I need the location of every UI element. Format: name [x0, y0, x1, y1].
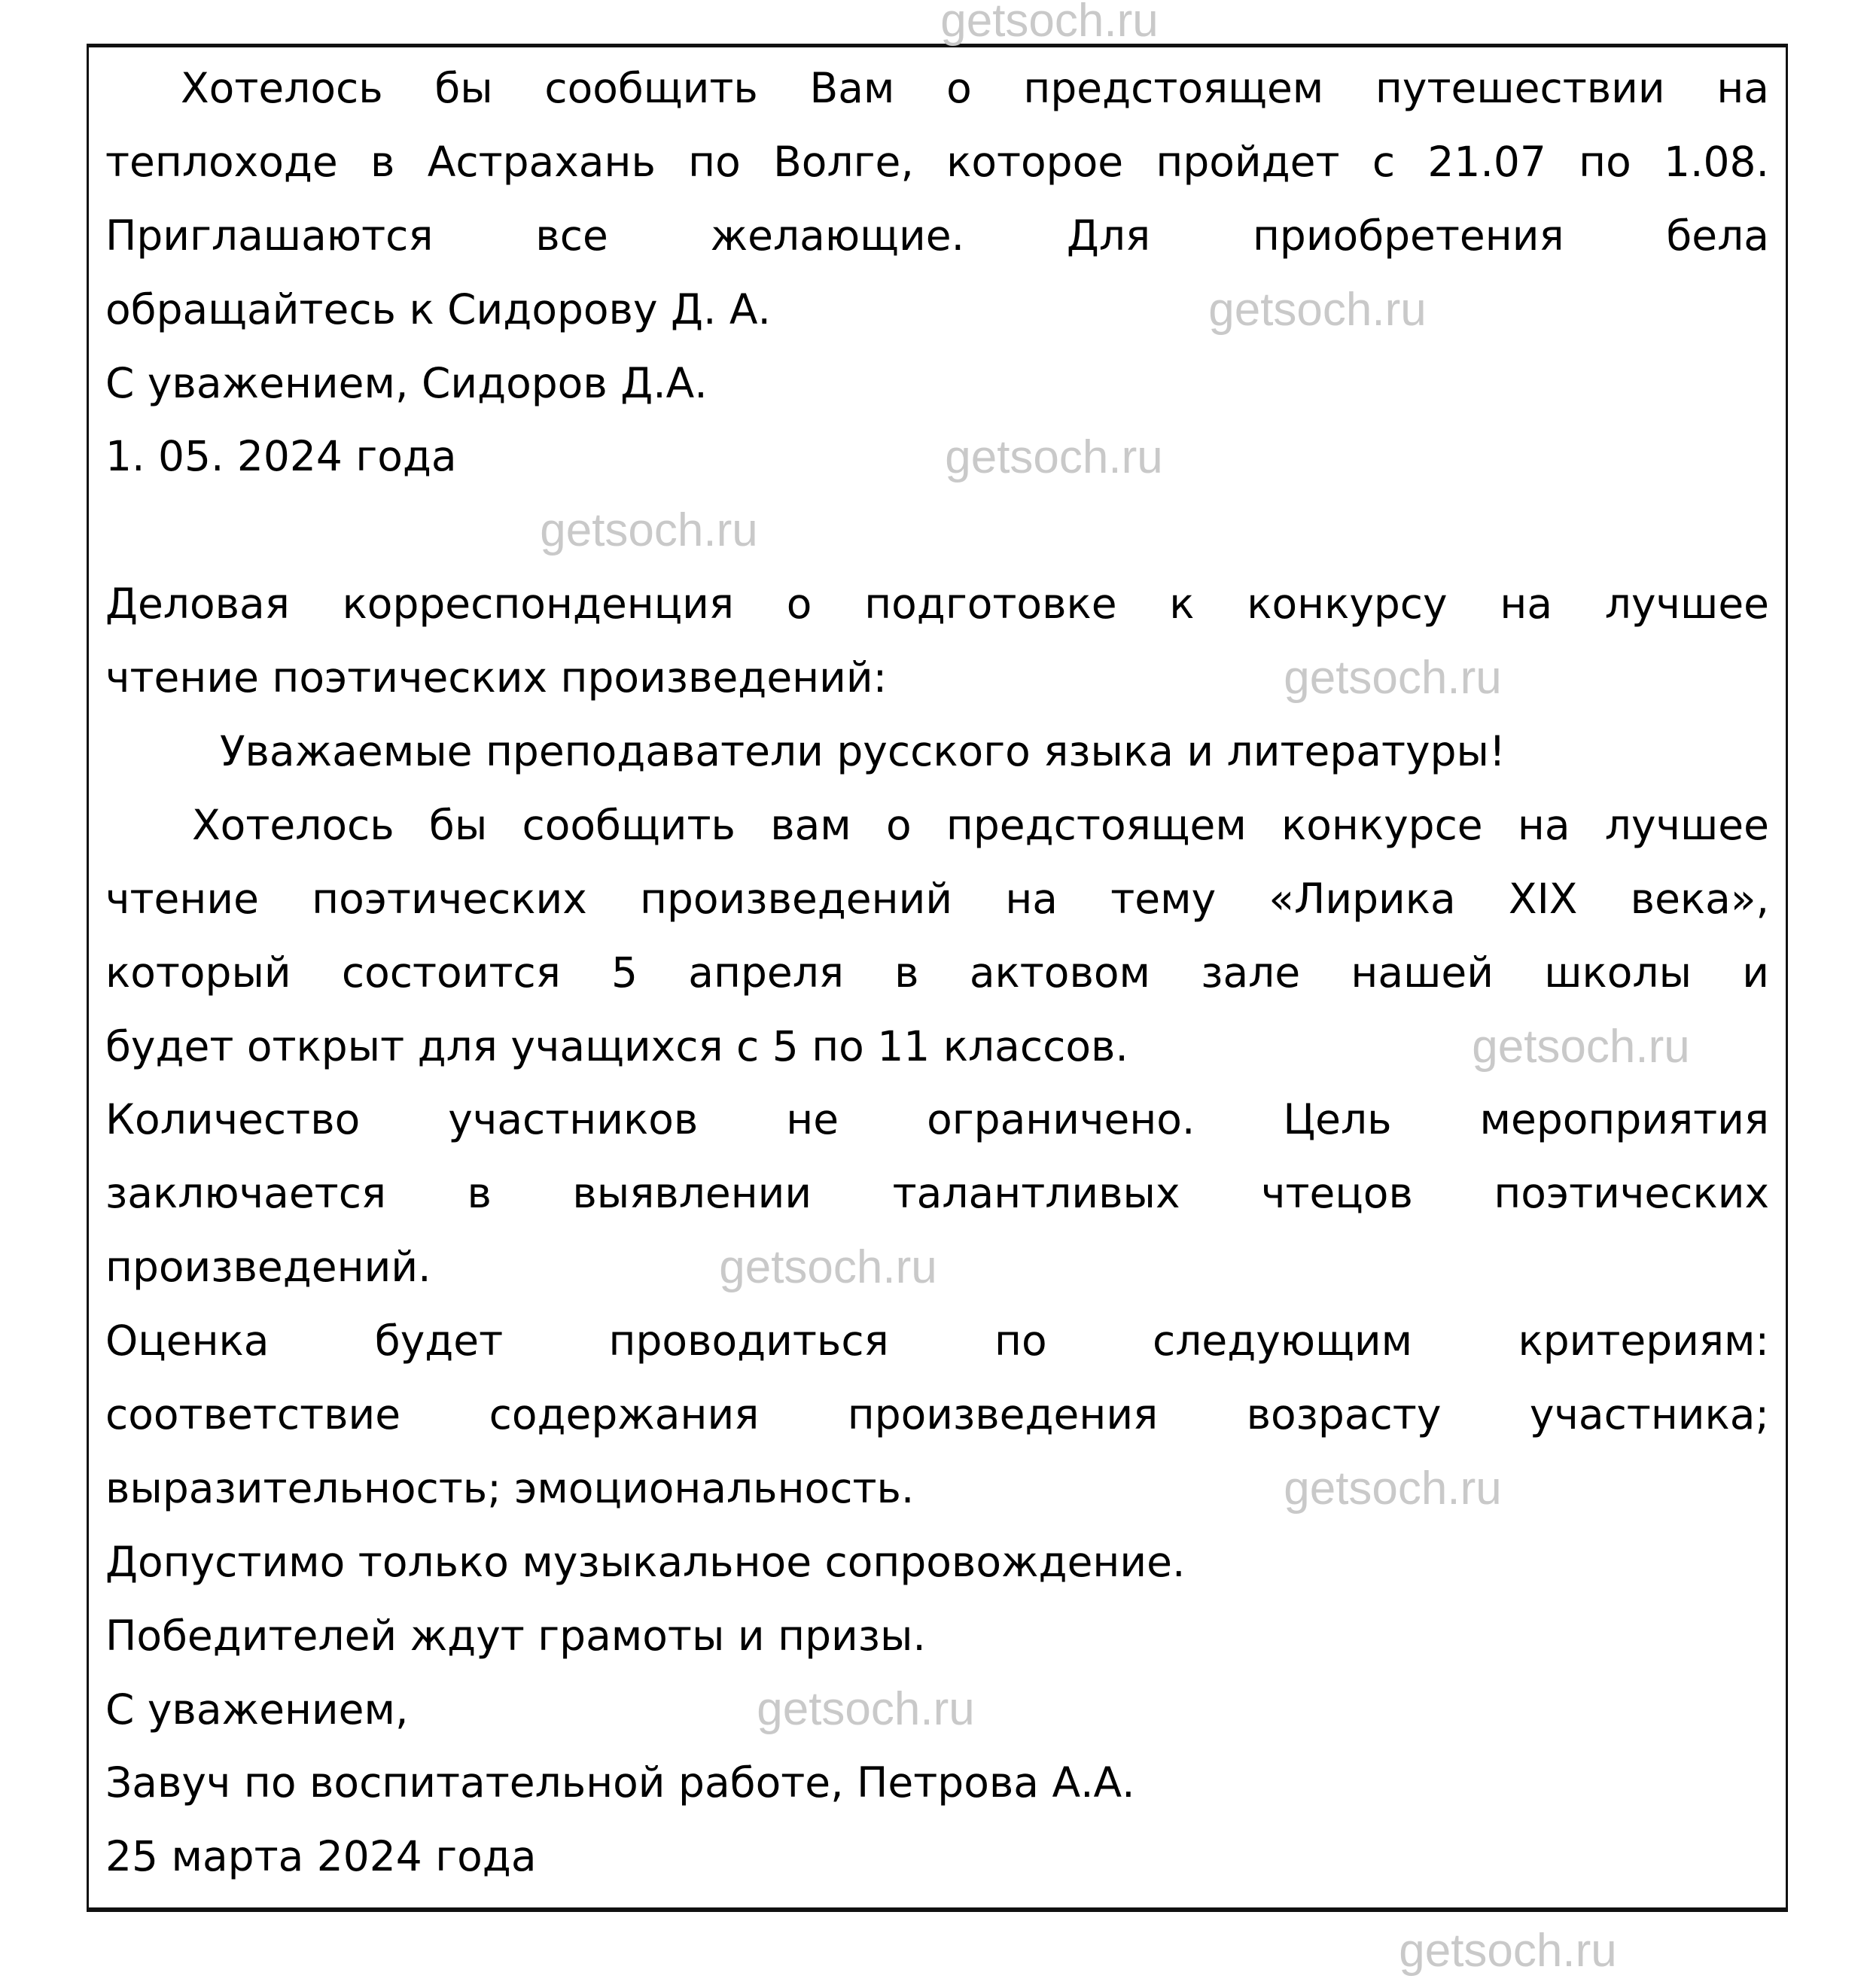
heading-line: Деловая корреспонденция о подготовке к конкурсу на лучшее [105, 580, 1769, 629]
document-text [105, 52, 1769, 1894]
signature-line: С уважением, Сидоров Д.А. [105, 358, 708, 407]
watermark: getsoch.ru [719, 1241, 937, 1293]
watermark: getsoch.ru [540, 504, 758, 556]
watermark: getsoch.ru [945, 431, 1163, 483]
watermark: getsoch.ru [1208, 284, 1427, 336]
text-line: Победителей ждут грамоты и призы. [105, 1611, 926, 1660]
salutation-line: Уважаемые преподаватели русского языка и литературы! [220, 727, 1506, 776]
watermark: getsoch.ru [1284, 1463, 1502, 1515]
signature-line: Завуч по воспитательной работе, Петрова А.А. [105, 1758, 1135, 1807]
text-line: Оценка будет проводиться по следующим критериям: [105, 1317, 1769, 1365]
text-line: заключается в выявлении талантливых чтецов поэтических [105, 1169, 1769, 1218]
watermark: getsoch.ru [757, 1683, 975, 1735]
text-line: Количество участников не ограничено. Цель мероприятия [105, 1095, 1769, 1144]
heading-line: чтение поэтических произведений: [105, 653, 888, 702]
text-line: Допустимо только музыкальное сопровождение. [105, 1537, 1186, 1586]
date-line: 1. 05. 2024 года [105, 432, 457, 481]
text-line: теплоходе в Астрахань по Волге, которое пройдет с 21.07 по 1.08. [105, 137, 1769, 186]
watermark: getsoch.ru [1399, 1925, 1617, 1977]
watermark: getsoch.ru [940, 0, 1159, 47]
text-line: произведений. [105, 1243, 431, 1292]
text-line: обращайтесь к Сидорову Д. А. [105, 285, 772, 333]
date-line: 25 марта 2024 года [105, 1832, 537, 1881]
text-line: соответствие содержания произведения возрасту участника; [105, 1390, 1769, 1439]
text-line: будет открыт для учащихся с 5 по 11 классов. [105, 1021, 1128, 1070]
text-line: чтение поэтических произведений на тему «Лирика XIX века», [105, 874, 1769, 923]
text-line: Хотелось бы сообщить Вам о предстоящем путешествии на [181, 64, 1769, 112]
watermark: getsoch.ru [1284, 652, 1502, 704]
text-line: Хотелось бы сообщить вам о предстоящем конкурсе на лучшее [192, 800, 1769, 849]
watermark: getsoch.ru [1472, 1021, 1690, 1073]
text-line: который состоится 5 апреля в актовом зале нашей школы и [105, 948, 1769, 997]
text-line: Приглашаются все желающие. Для приобретения бела [105, 211, 1769, 260]
signature-line: С уважением, [105, 1685, 409, 1734]
text-line: выразительность; эмоциональность. [105, 1463, 915, 1512]
